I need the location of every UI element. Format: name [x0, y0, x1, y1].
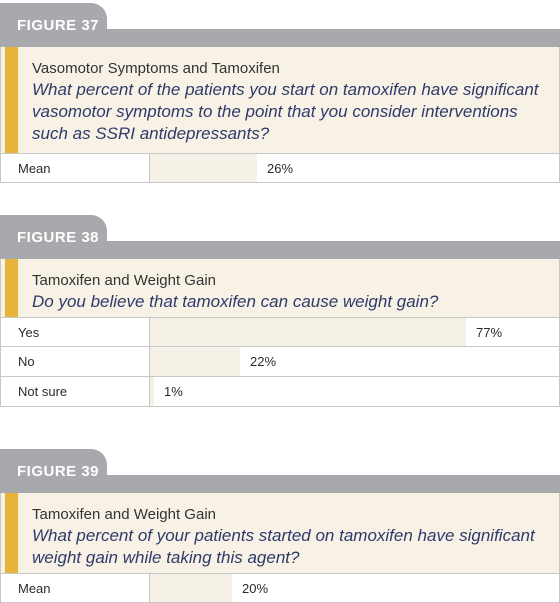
figure-panel — [0, 449, 560, 603]
data-label: 26% — [267, 160, 294, 176]
figure-rows — [0, 153, 560, 183]
figure-tab-bar — [0, 215, 560, 259]
table-row — [0, 347, 560, 377]
row-plot — [150, 574, 559, 602]
figure-panel — [0, 215, 560, 407]
figure-title: Tamoxifen and Weight Gain — [32, 506, 216, 523]
data-label: 20% — [242, 580, 269, 596]
figure-question: Do you believe that tamoxifen can cause weight gain? — [32, 292, 439, 311]
figure-rows — [0, 573, 560, 603]
data-bar — [150, 377, 154, 406]
row-plot — [150, 318, 559, 346]
accent-bar — [5, 47, 18, 153]
figure-tab-bar — [0, 449, 560, 493]
table-row — [0, 317, 560, 347]
data-label: 1% — [164, 384, 183, 399]
figure-header — [0, 47, 560, 153]
figure-title: Vasomotor Symptoms and Tamoxifen — [32, 60, 280, 77]
data-bar — [150, 347, 240, 376]
row-label: Yes — [1, 318, 150, 346]
accent-bar — [5, 259, 18, 317]
data-bar — [150, 154, 257, 182]
figure-title: Tamoxifen and Weight Gain — [32, 272, 216, 289]
row-plot — [150, 377, 559, 406]
data-bar — [150, 574, 232, 602]
figure-tab-bar — [0, 3, 560, 47]
row-label: No — [1, 347, 150, 376]
figure-header — [0, 259, 560, 317]
figure-question: What percent of the patients you start on tamoxifen have significant vasomotor symptoms to the point that you consider interventions such as SSRI antidepressants? — [32, 80, 539, 143]
table-row — [0, 153, 560, 183]
row-plot — [150, 347, 559, 376]
figure-rows — [0, 317, 560, 407]
table-row — [0, 573, 560, 603]
accent-bar — [5, 493, 18, 573]
figure-question: What percent of your patients started on tamoxifen have significant weight gain while taking this agent? — [32, 526, 535, 567]
table-row — [0, 377, 560, 407]
data-label: 77% — [476, 324, 503, 340]
figure-label: FIGURE 38 — [0, 215, 107, 259]
row-label: Mean — [1, 154, 150, 182]
figure-label: FIGURE 39 — [0, 449, 107, 493]
row-label: Not sure — [1, 377, 150, 406]
figure-header — [0, 493, 560, 573]
figure-panel — [0, 3, 560, 183]
row-plot — [150, 154, 559, 182]
row-label: Mean — [1, 574, 150, 602]
data-bar — [150, 318, 466, 346]
figure-label: FIGURE 37 — [0, 3, 107, 47]
data-label: 22% — [250, 354, 277, 369]
